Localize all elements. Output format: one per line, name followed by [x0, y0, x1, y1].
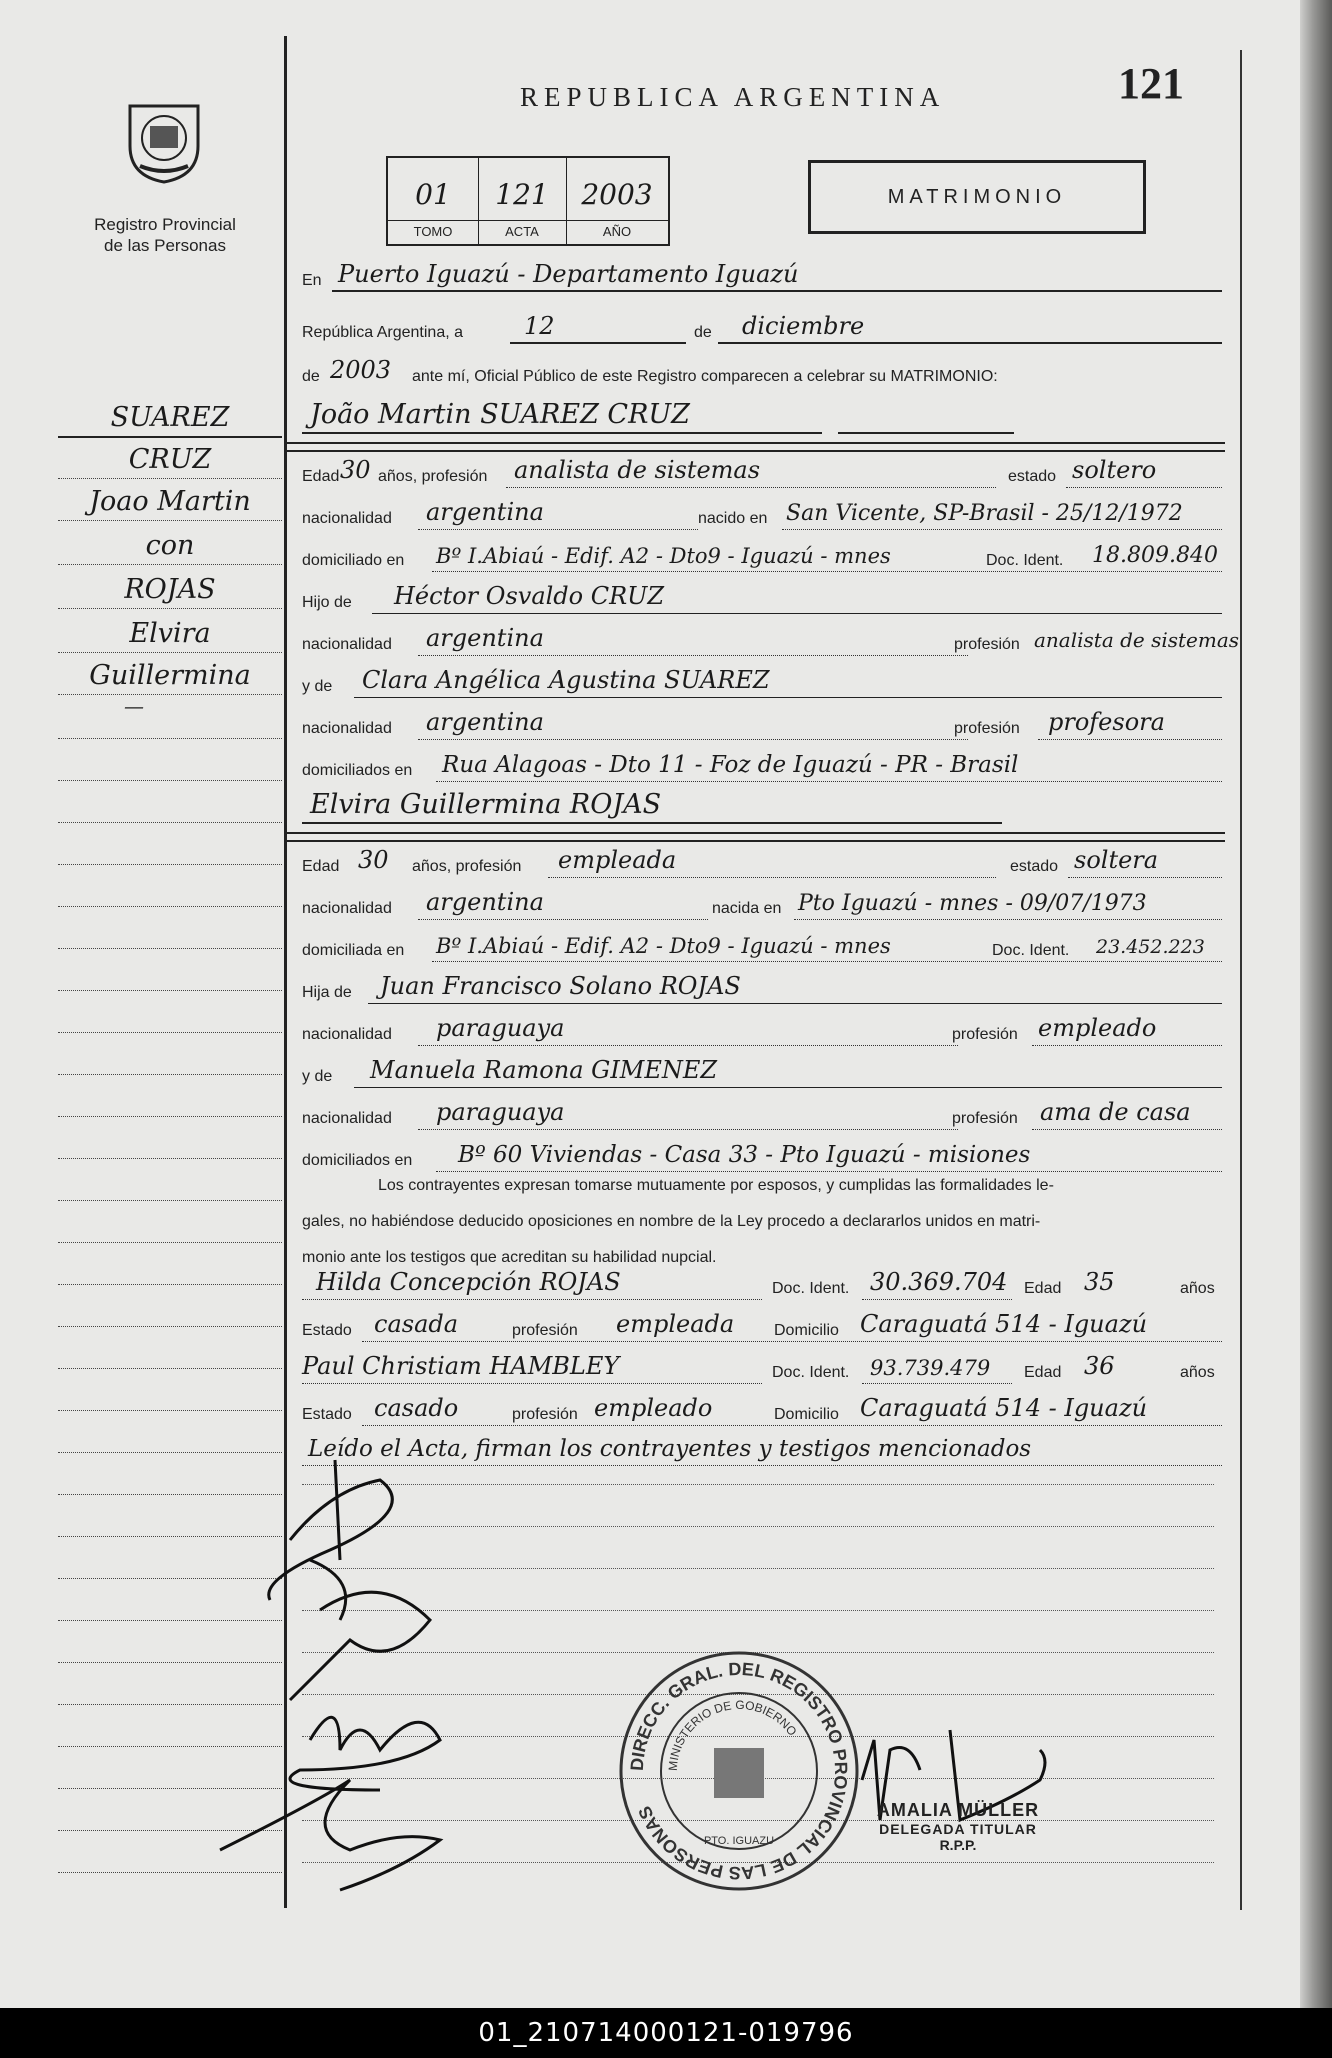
witness-1-anos-label: años: [1180, 1280, 1215, 1297]
officer-abbr: R.P.P.: [939, 1837, 977, 1853]
bride-father-prof-label: profesión: [952, 1026, 1018, 1043]
margin-name-1: SUAREZ: [110, 402, 230, 433]
month-value: diciembre: [742, 312, 865, 340]
record-type-box: [808, 160, 1146, 234]
ano-value: 2003: [581, 178, 653, 211]
groom-father-nat-row: [302, 624, 1240, 660]
bride-mother-nationality: paraguaya: [436, 1098, 565, 1126]
margin-name-8: —: [124, 694, 144, 718]
witness-2-doc-label: Doc. Ident.: [772, 1364, 850, 1381]
bride-mother-nat-row: [302, 1100, 1222, 1134]
groom-mother-prof-label: profesión: [954, 720, 1020, 737]
de2-label: de: [302, 368, 320, 385]
witness-2-doc: 93.739.479: [870, 1356, 991, 1380]
witness-1-detail-row: [302, 1312, 1222, 1346]
officer-name-stamp: [858, 1800, 1058, 1853]
registry-name: [60, 214, 270, 256]
registry-line-1: Registro Provincial: [94, 215, 236, 234]
witness-2-detail-row: [302, 1396, 1222, 1430]
witness-1-profession: empleada: [616, 1310, 735, 1338]
groom-birth: San Vicente, SP-Brasil - 25/12/1972: [786, 501, 1183, 526]
binding-edge: [1300, 0, 1332, 2008]
tomo-label: TOMO: [413, 224, 453, 239]
witness-1-doc: 30.369.704: [870, 1268, 1008, 1296]
bride-name-row: [302, 789, 1222, 828]
groom-father-profession: analista de sistemas: [1034, 628, 1240, 652]
groom-parents-dom-label: domiciliados en: [302, 762, 413, 779]
signatures: [200, 1450, 480, 1900]
bride-father-nationality: paraguaya: [436, 1014, 565, 1042]
groom-mother-profession: profesora: [1048, 708, 1165, 736]
bride-status: soltera: [1074, 846, 1159, 874]
scan-id-footer: 01_210714000121-019796: [0, 2008, 1332, 2058]
bride-father-profession: empleado: [1038, 1014, 1157, 1042]
groom-parents-address: Rua Alagoas - Dto 11 - Foz de Iguazú - PR - Brasil: [442, 752, 1019, 778]
stamp-ring-text: DIRECC. GRAL. DEL REGISTRO PROVINCIAL DE LAS PERSONAS: [626, 1658, 852, 1884]
witness-2-row: [302, 1354, 1222, 1388]
groom-yde-label: y de: [302, 678, 333, 695]
bride-nationality-row: [302, 890, 1222, 924]
witness-2-edad-label: Edad: [1024, 1364, 1062, 1381]
groom-nac-label: nacionalidad: [302, 510, 392, 527]
bride-anos-label: años, profesión: [412, 858, 522, 875]
witness-1-row: [302, 1270, 1222, 1304]
book-reference-box: [386, 156, 670, 246]
bride-mother-prof-label: profesión: [952, 1110, 1018, 1127]
groom-anos-label: años, profesión: [378, 468, 488, 485]
bride-father-row: [302, 974, 1222, 1008]
groom-address: Bº I.Abiaú - Edif. A2 - Dto9 - Iguazú - mnes: [436, 544, 891, 568]
bride-doc: 23.452.223: [1096, 936, 1205, 958]
witness-1-address: Caraguatá 514 - Iguazú: [860, 1310, 1148, 1338]
witness-1-status: casada: [374, 1310, 459, 1338]
groom-mother-nat-label: nacionalidad: [302, 720, 392, 737]
bride-profession: empleada: [558, 846, 677, 874]
groom-name: João Martin SUAREZ CRUZ: [310, 399, 690, 430]
en-label: En: [302, 272, 322, 289]
closing-text: Leído el Acta, firman los contrayentes y testigos mencionados: [308, 1436, 1032, 1462]
registry-logo: [120, 96, 208, 184]
margin-name-5: ROJAS: [124, 574, 216, 605]
groom-age-row: [302, 458, 1222, 492]
margin-name-7: Guillermina: [89, 660, 251, 691]
bride-address-row: [302, 932, 1222, 966]
groom-doc-label: Doc. Ident.: [986, 552, 1064, 569]
signature-bride: [290, 1560, 430, 1700]
declaration-line-3: monio ante los testigos que acreditan su habilidad nupcial.: [302, 1249, 717, 1266]
stamp-bottom-text: PTO. IGUAZU: [703, 1835, 775, 1847]
margin-name-6: Elvira: [129, 618, 211, 649]
record-type: MATRIMONIO: [887, 186, 1067, 208]
bride-mother-profession: ama de casa: [1040, 1098, 1191, 1126]
witness-1-prof-label: profesión: [512, 1322, 578, 1339]
margin-name-2: CRUZ: [128, 444, 212, 475]
de-label: de: [694, 324, 712, 341]
bride-mother-row: [302, 1058, 1222, 1092]
groom-doc: 18.809.840: [1092, 543, 1218, 568]
groom-nationality: argentina: [426, 498, 544, 526]
witness-1-edad-label: Edad: [1024, 1280, 1062, 1297]
bride-dom-label: domiciliada en: [302, 942, 405, 959]
witness-2-estado-label: Estado: [302, 1406, 352, 1423]
ano-label: AÑO: [602, 224, 632, 239]
bride-estado-label: estado: [1010, 858, 1059, 875]
declaration-line-1: Los contrayentes expresan tomarse mutuamente por esposos, y cumplidas las formalidades le-: [378, 1177, 1054, 1194]
bride-yde-label: y de: [302, 1068, 333, 1085]
signature-groom: [269, 1460, 393, 1600]
officer-title: DELEGADA TITULAR: [879, 1821, 1037, 1837]
bride-nationality: argentina: [426, 888, 544, 916]
witness-1-name: Hilda Concepción ROJAS: [316, 1268, 621, 1296]
year-value: 2003: [330, 356, 392, 384]
bride-mother-nat-label: nacionalidad: [302, 1110, 392, 1127]
bride-hija-label: Hija de: [302, 984, 352, 1001]
bride-father-nat-label: nacionalidad: [302, 1026, 392, 1043]
bride-father: Juan Francisco Solano ROJAS: [380, 972, 741, 1000]
signature-witness-2: [220, 1780, 440, 1890]
country-title: REPUBLICA ARGENTINA: [520, 82, 946, 112]
declaration-line-2: gales, no habiéndose deducido oposiciones en nombre de la Ley procedo a declararlos unidos en matri-: [302, 1213, 1041, 1230]
witness-1-dom-label: Domicilio: [774, 1322, 839, 1339]
groom-dom-label: domiciliado en: [302, 552, 405, 569]
republica-label: República Argentina, a: [302, 324, 463, 341]
witness-1-doc-label: Doc. Ident.: [772, 1280, 850, 1297]
groom-name-row: [302, 399, 1222, 438]
day-value: 12: [524, 312, 555, 340]
groom-nacido-label: nacido en: [698, 510, 768, 527]
groom-father-prof-label: profesión: [954, 636, 1020, 653]
bride-mother: Manuela Ramona GIMENEZ: [370, 1056, 718, 1084]
stamp-inner-text: MINISTERIO DE GOBIERNO: [665, 1697, 800, 1772]
year-row: [302, 358, 1222, 392]
groom-mother-nationality: argentina: [426, 708, 544, 736]
declaration: [302, 1168, 1222, 1276]
groom-age: 30: [340, 456, 371, 484]
bride-name: Elvira Guillermina ROJAS: [310, 789, 662, 820]
bride-father-nat-row: [302, 1016, 1222, 1050]
groom-estado-label: estado: [1008, 468, 1057, 485]
right-rule: [1240, 50, 1242, 1910]
bride-doc-label: Doc. Ident.: [992, 942, 1070, 959]
groom-mother-row: [302, 668, 1222, 702]
bride-parents-dom-label: domiciliados en: [302, 1152, 413, 1169]
bride-birth: Pto Iguazú - mnes - 09/07/1973: [798, 891, 1147, 916]
clause-text: ante mí, Oficial Público de este Registro comparecen a celebrar su MATRIMONIO:: [412, 368, 998, 385]
witness-2-status: casado: [374, 1394, 459, 1422]
place-row: [302, 262, 1222, 296]
margin-name-3: Joao Martin: [89, 486, 251, 517]
signature-witness-1: [290, 1717, 440, 1790]
groom-parents-address-row: [302, 752, 1222, 786]
groom-nationality-row: [302, 500, 1222, 534]
witness-2-name: Paul Christiam HAMBLEY: [302, 1352, 620, 1380]
officer-name: AMALIA MÜLLER: [876, 1800, 1040, 1820]
bride-age-row: [302, 848, 1222, 882]
official-stamp: [616, 1648, 862, 1894]
registry-line-2: de las Personas: [104, 236, 226, 255]
bride-age: 30: [358, 846, 389, 874]
tomo-value: 01: [415, 178, 451, 211]
date-row: [302, 314, 1222, 348]
bride-nacida-label: nacida en: [712, 900, 782, 917]
witness-2-dom-label: Domicilio: [774, 1406, 839, 1423]
witness-2-anos-label: años: [1180, 1364, 1215, 1381]
groom-mother: Clara Angélica Agustina SUAREZ: [362, 666, 770, 694]
groom-edad-label: Edad: [302, 468, 340, 485]
acta-value: 121: [495, 178, 549, 211]
page-number: 121: [1118, 59, 1184, 108]
groom-hijo-label: Hijo de: [302, 594, 352, 611]
place-value: Puerto Iguazú - Departamento Iguazú: [338, 260, 799, 288]
groom-profession: analista de sistemas: [514, 456, 761, 484]
witness-1-age: 35: [1084, 1268, 1115, 1296]
bride-parents-address: Bº 60 Viviendas - Casa 33 - Pto Iguazú - misiones: [458, 1142, 1031, 1168]
bride-address: Bº I.Abiaú - Edif. A2 - Dto9 - Iguazú - mnes: [436, 934, 891, 958]
witness-2-profession: empleado: [594, 1394, 713, 1422]
witness-2-address: Caraguatá 514 - Iguazú: [860, 1394, 1148, 1422]
witness-2-age: 36: [1084, 1352, 1115, 1380]
bride-edad-label: Edad: [302, 858, 340, 875]
margin-name-4: con: [145, 530, 195, 561]
groom-address-row: [302, 542, 1222, 576]
bride-nac-label: nacionalidad: [302, 900, 392, 917]
groom-status: soltero: [1072, 456, 1157, 484]
groom-father-nat-label: nacionalidad: [302, 636, 392, 653]
groom-father-nationality: argentina: [426, 624, 544, 652]
witness-2-prof-label: profesión: [512, 1406, 578, 1423]
groom-father-row: [302, 584, 1222, 618]
witness-1-estado-label: Estado: [302, 1322, 352, 1339]
acta-label: ACTA: [505, 224, 539, 239]
groom-father: Héctor Osvaldo CRUZ: [394, 582, 665, 610]
groom-mother-nat-row: [302, 710, 1222, 744]
